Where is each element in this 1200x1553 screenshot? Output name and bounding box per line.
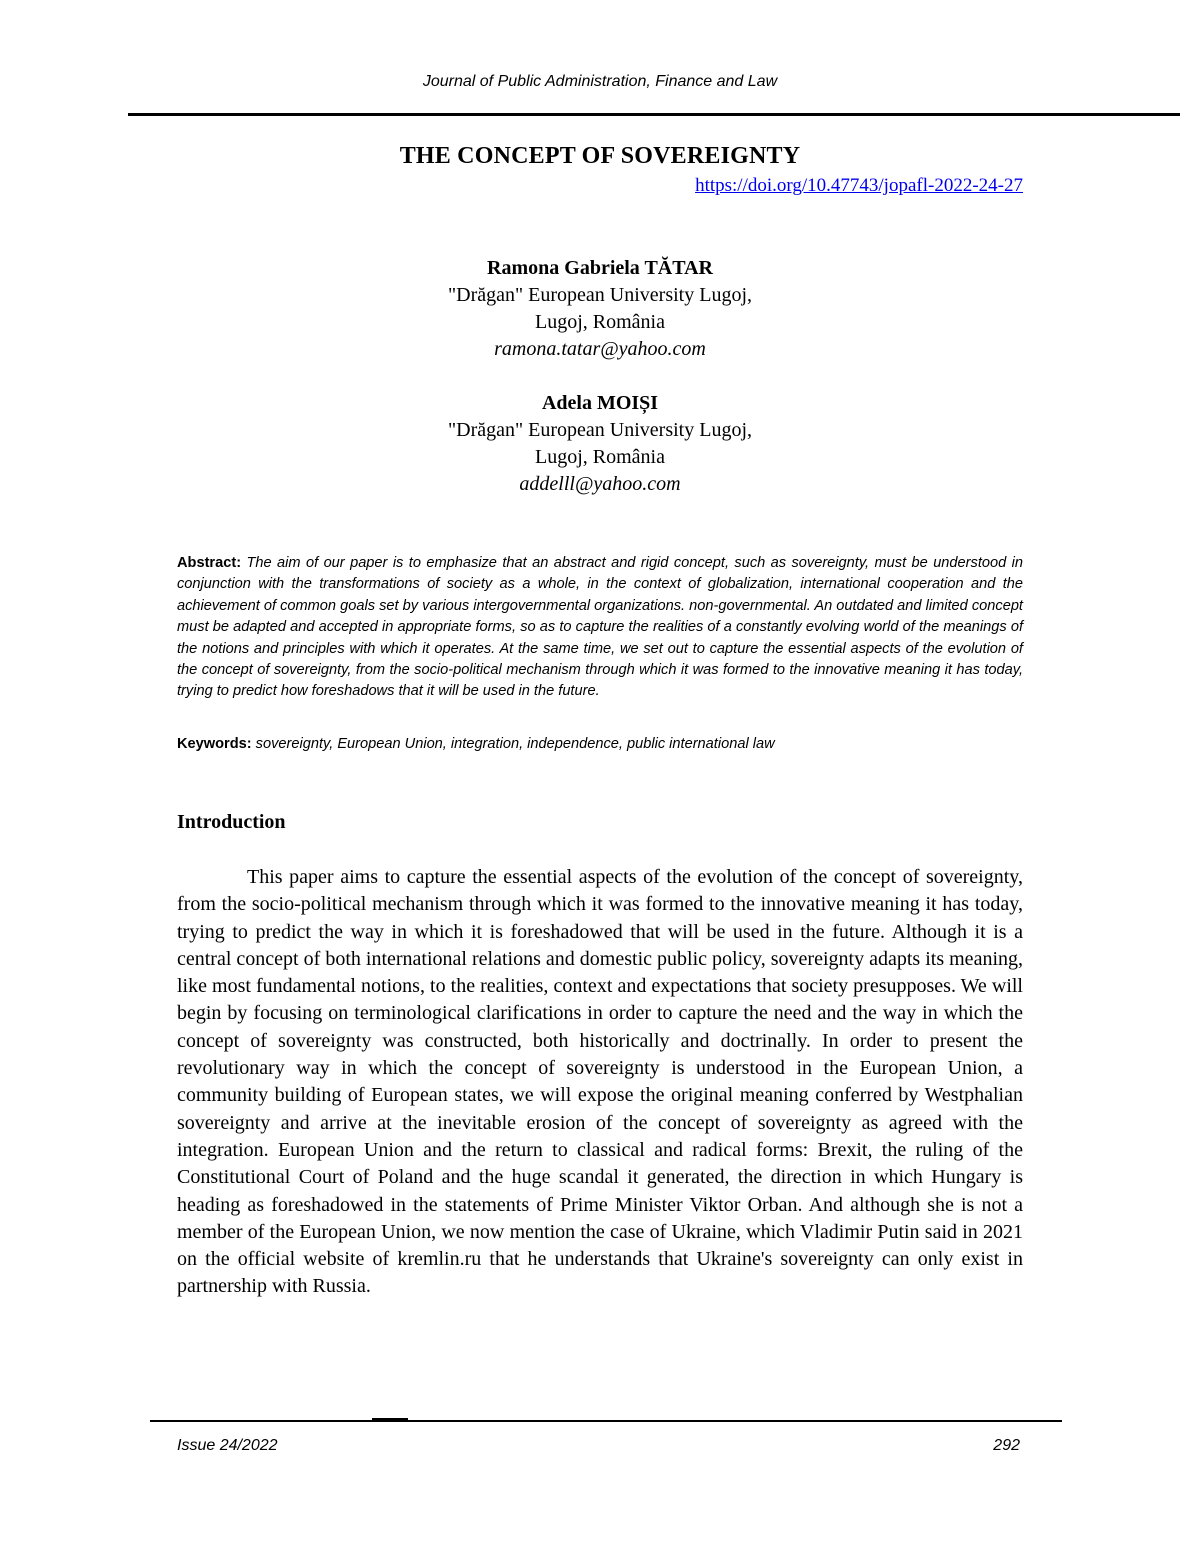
author-email[interactable]: addelll@yahoo.com xyxy=(519,473,681,495)
author-block xyxy=(0,390,1200,498)
author-location: Lugoj, România xyxy=(535,446,665,468)
keywords xyxy=(177,734,1023,755)
journal-header: Journal of Public Administration, Finance and Law xyxy=(422,73,778,90)
author-email[interactable]: ramona.tatar@yahoo.com xyxy=(494,338,706,360)
page-number: 292 xyxy=(993,1437,1020,1454)
author-affiliation: "Drăgan" European University Lugoj, xyxy=(447,284,753,306)
abstract xyxy=(177,553,1023,703)
author-block xyxy=(0,255,1200,363)
introduction-paragraph: This paper aims to capture the essential aspects of the evolution of the concept of sovereignty, from the socio-political mechanism through which it was formed to the innovative meaning it has today, trying to predict the way in which it is foreshadowed that will be used in the future. Although it is a central concept of both international relations and domestic public policy, sovereignty adapts its meaning, like most fundamental notions, to the realities, context and expectations that society presupposes. We will begin by focusing on terminological clarifications in order to capture the need and the way in which the concept of sovereignty was constructed, both historically and doctrinally. In order to present the revolutionary way in which the concept of sovereignty is understood in the European Union, a community building of European states, we will expose the original meaning conferred by Westphalian sovereignty and arrive at the inevitable erosion of the concept of sovereignty as agreed with the integration. European Union and the return to classical and radical forms: Brexit, the ruling of the Constitutional Court of Poland and the huge scandal it generated, the direction in which Hungary is heading as foreshadowed in the statements of Prime Minister Viktor Orban. And although she is not a member of the European Union, we now mention the case of Ukraine, which Vladimir Putin said in 2021 on the official website of kremlin.ru that he understands that Ukraine's sovereignty can only exist in partnership with Russia. xyxy=(177,866,1023,1298)
paper-title: THE CONCEPT OF SOVEREIGNTY xyxy=(399,143,801,169)
header-divider xyxy=(128,113,1180,116)
doi-link[interactable]: https://doi.org/10.47743/jopafl-2022-24-27 xyxy=(695,175,1023,196)
author-affiliation: "Drăgan" European University Lugoj, xyxy=(447,419,753,441)
author-name: Ramona Gabriela TĂTAR xyxy=(487,257,713,279)
keywords-label: Keywords: xyxy=(177,736,252,752)
abstract-text: The aim of our paper is to emphasize that an abstract and rigid concept, such as sovereignty, must be understood in conjunction with the transformations of society as a whole, in the context of globalization, international cooperation and the achievement of common goals set by various intergovernmental organizations. non-governmental. An outdated and limited concept must be adapted and accepted in appropriate forms, so as to capture the realities of a constantly evolving world of the meanings of the notions and principles with which it operates. At the same time, we set out to capture the essential aspects of the evolution of the concept of sovereignty, from the socio-political mechanism through which it was formed to the innovative meaning it has today, trying to predict how foreshadows that it will be used in the future. xyxy=(177,555,1023,700)
footer-divider-mark xyxy=(372,1418,408,1421)
author-location: Lugoj, România xyxy=(535,311,665,333)
abstract-label: Abstract: xyxy=(177,555,242,571)
footer-divider xyxy=(150,1420,1062,1422)
footer-issue: Issue 24/2022 xyxy=(177,1437,278,1454)
keywords-text: sovereignty, European Union, integration, independence, public international law xyxy=(255,736,775,752)
author-name: Adela MOIȘI xyxy=(541,392,659,414)
section-heading-introduction: Introduction xyxy=(177,811,286,833)
